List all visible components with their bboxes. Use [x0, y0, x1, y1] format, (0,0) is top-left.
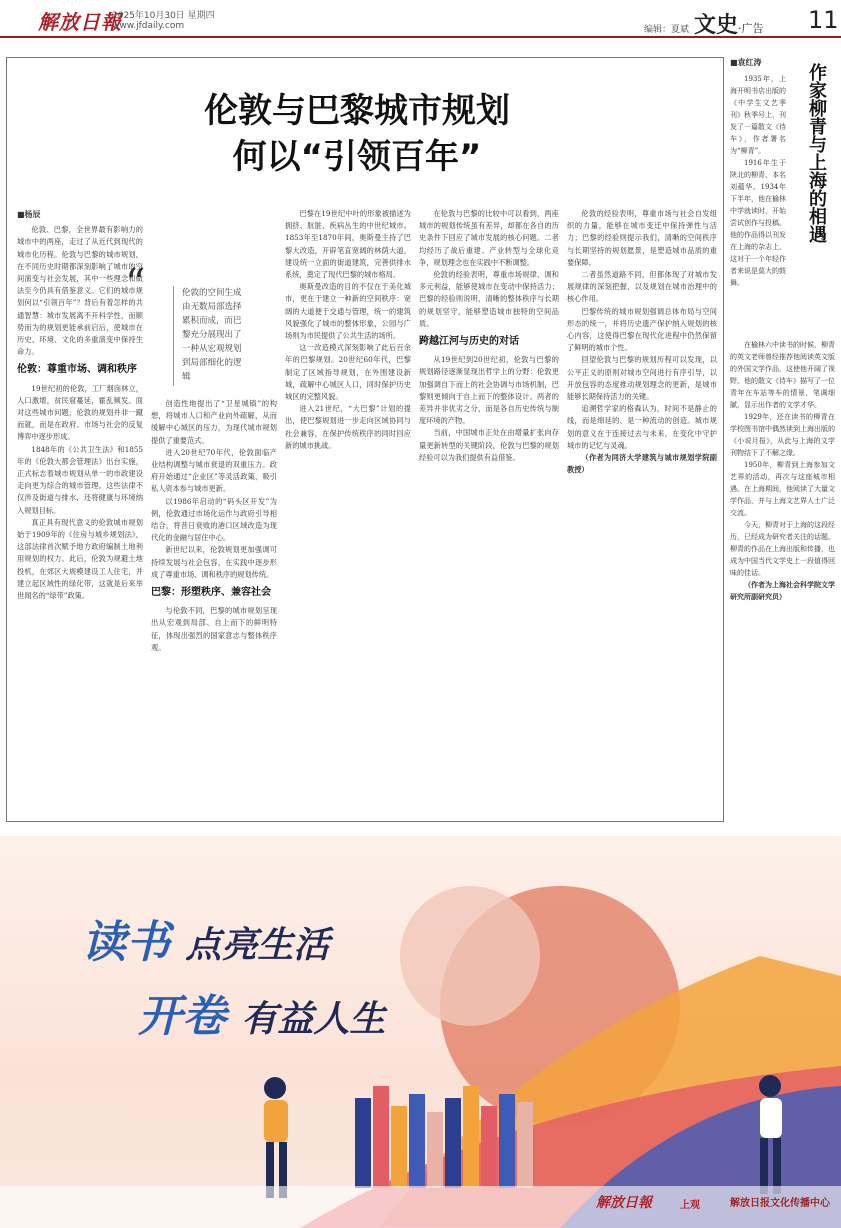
ad-footer-band [0, 1186, 841, 1228]
article-paragraph: 奥斯曼改造的目的不仅在于美化城市，更在于建立一种新的空间秩序：宽阔的大道便于交通与管理，统一的建筑风貌强化了城市的整体形象，公园与广场则为市民提供了公共生活的场所。 [285, 282, 411, 341]
section-title [694, 8, 764, 39]
sidebar-paragraph: 今天，柳青对于上海的这段经历，已经成为研究者关注的话题。柳青的作品在上海出版和传播，也成为中国当代文学史上一段值得回味的佳话。 [730, 521, 835, 577]
article-paragraph: 创造性地提出了“卫星城镇”的构想，将城市人口和产业向外疏解，从而缓解中心城区的压力，为现代城市规划提供了重要范式。 [151, 399, 277, 445]
issue-date: 2025年10月30日 星期四 [112, 11, 215, 21]
website-url[interactable]: www.jfdaily.com [112, 21, 185, 31]
article-paragraph: 这一改造模式深刻影响了此后百余年的巴黎规划。20世纪60年代，巴黎制定了区域指导规划，在外围建设新城，疏解中心城区人口，同时保护历史城区的完整风貌。 [285, 343, 411, 402]
cloud-shape [400, 886, 540, 1026]
article-column-3 [285, 208, 411, 818]
page-number: 11 [808, 6, 839, 34]
ad-slogan-line-2 [138, 980, 385, 1044]
masthead [0, 0, 841, 38]
article-paragraph: 在伦敦与巴黎的比较中可以看到，两座城市的规划传统虽有差异，却都在各自的历史条件下回应了城市发展的核心问题。二者均经历了战后重建、产业转型与全球化竞争，规划理念也在实践中不断调整。 [419, 209, 559, 267]
article-byline: ■杨辰 [17, 209, 41, 219]
subheading-dialogue: 跨越江河与历史的对话 [419, 336, 519, 348]
article-paragraph: 巴黎传统的城市规划强调总体布局与空间形态的统一，并将历史遗产保护纳入规划的核心内容，这使得巴黎在现代化进程中仍然保留了鲜明的城市个性。 [567, 306, 717, 353]
ad-company: 解放日报文化传播中心 [730, 1198, 830, 1209]
ad-brand-shangguan: 上观 [680, 1200, 700, 1211]
article-paragraph: 回望伦敦与巴黎的规划历程可以发现，以公平正义的原则对城市空间进行有序引导，以开放包容的态度推动规划理念的更新，是城市能够长期保持活力的关键。 [567, 355, 717, 402]
newspaper-logo: 解放日報 [38, 10, 122, 34]
article-headline [107, 88, 607, 180]
editor-credit: 编辑：夏斌 [644, 25, 690, 35]
sidebar-paragraph: 1916年生于陕北的柳青，本名刘蕴华。1934年下半年，他在榆林中学就读时，开始尝试创作与投稿。他的作品得以刊发在上海的杂志上，这对于一个年轻作者来说是莫大的鼓舞。 [730, 159, 786, 287]
article-paragraph: 新世纪以来，伦敦规划更加强调可持续发展与社会包容，在实践中逐步形成了尊重市场、调和秩序的规划传统。 [151, 545, 277, 579]
article-author-note: （作者为同济大学建筑与城市规划学院副教授） [567, 453, 717, 475]
main-article [6, 57, 724, 822]
article-paragraph: 19世纪初的伦敦，工厂烟囱林立，人口激增，贫民窟蔓延，霍乱频发。面对这些城市问题，伦敦的规划并非一蹴而就，而是在政府、市场与社会的反复博弈中逐步形成。 [17, 383, 143, 442]
article-paragraph: 伦敦、巴黎，全世界最有影响力的城市中的两座，走过了从近代到现代的城市化历程。伦敦与巴黎的城市规划，在不同历史时期都深刻影响了城市的空间演变与社会发展，其中一些理念和做法至今仍具有借鉴意义。它们的城市规划何以“引领百年”？背后有着怎样的共通智慧：城市发展离不开科学性，而顺势而为的规划更能承前启后，使城市在历史、环境、文化的多重演变中保持生命力。 [17, 225, 143, 357]
article-paragraph: 以1986年启动的“码头区开发”为例，伦敦通过市场化运作与政府引导相结合，将昔日衰败的港口区域改造为现代化的金融与居住中心。 [151, 496, 277, 543]
pull-quote: 伦敦的空间生成由无数局部选择累积而成，而巴黎充分展现出了一种从宏观规划到局部细化的逻辑 [173, 286, 245, 386]
headline-line-2: 何以“引领百年” [232, 137, 482, 177]
article-paragraph: 伦敦的经验表明，尊重市场与社会自发组织的力量，能够在城市变迁中保持弹性与活力；巴黎的经验则提示我们，清晰的空间秩序与长期坚持的规划愿景，是塑造城市品质的重要保障。 [567, 209, 717, 267]
ad-illustration [0, 836, 841, 1228]
sidebar-article [730, 57, 835, 822]
article-paragraph: 进入20世纪70年代，伦敦面临产业结构调整与城市衰退的双重压力。政府开始通过“企业区”等灵活政策，吸引私人资本参与城市更新。 [151, 447, 277, 494]
article-column-5 [567, 208, 717, 818]
article-paragraph: 追溯哲学家的格森认为，时间不是静止的线，而是绵延的、是一种流动的创造。城市规划的意义在于连接过去与未来，在变化中守护城市的记忆与灵魂。 [567, 404, 717, 450]
sidebar-title: 作家柳青与上海的相遇 [806, 63, 827, 243]
ad-newspaper-logo: 解放日報 [596, 1195, 652, 1211]
sidebar-paragraph: 1929年，还在读书的柳青在学校图书馆中偶然读到上海出版的《小说月报》，从此与上海的文学刊物结下了不解之缘。 [730, 413, 835, 457]
ad-slogan-2b: 有益人生 [241, 999, 386, 1040]
reading-advertisement [0, 836, 841, 1228]
article-column-4 [419, 208, 559, 818]
article-paragraph: 巴黎在19世纪中叶的形象被描述为拥挤、肮脏、疾病丛生的中世纪城市。1853年至1870年间，奥斯曼主持了巴黎大改造，开辟笔直宽阔的林荫大道，建设统一立面的街道建筑，完善供排水系统，奠定了现代巴黎的城市格局。 [285, 209, 411, 280]
sidebar-column-top [730, 73, 786, 333]
sidebar-author-note: （作者为上海社会科学院文学研究所副研究员） [730, 580, 835, 601]
article-paragraph: 当前，中国城市正处在由增量扩张向存量更新转型的关键阶段，伦敦与巴黎的规划经验可以为我们提供有益借鉴。 [419, 428, 559, 462]
article-paragraph: 二者虽然道路不同，但都体现了对城市发展规律的深刻把握，以及规划在城市治理中的核心作用。 [567, 270, 717, 304]
article-column-2 [151, 398, 277, 818]
article-paragraph: 伦敦的经验表明，尊重市场规律、调和多元利益，能够使城市在变动中保持活力；巴黎的经验则说明，清晰的整体秩序与长期的规划坚守，能够塑造城市独特的空间品质。 [419, 270, 559, 328]
article-paragraph: 从19世纪到20世纪初，伦敦与巴黎的规划路径逐渐显现出哲学上的分野：伦敦更加强调自下而上的社会协调与市场机制，巴黎则更倾向于自上而下的整体设计。两者的差异并非优劣之分，而是各自历史传统与制度环境的产物。 [419, 355, 559, 426]
quote-mark-icon: “ [125, 261, 146, 307]
article-paragraph: 进入21世纪，“大巴黎”计划的提出，使巴黎规划进一步走向区域协同与社会兼容，在保护传统秩序的同时回应新的城市挑战。 [285, 404, 411, 450]
article-column-1 [17, 208, 146, 818]
section-suffix: ·广告 [738, 22, 764, 35]
sidebar-paragraph: 在榆林六中读书的时候，柳青的英文老师曾经推荐他阅读英文版的外国文学作品，这使他开阔了视野。他的散文《待车》描写了一位青年在车站等车的情景，笔调细腻，显示出作者的文学才华。 [730, 341, 835, 409]
sidebar-byline: ■袁红涛 [730, 57, 762, 67]
ad-slogan-1a: 读书 [82, 917, 170, 968]
ad-slogan-1b: 点亮生活 [185, 925, 330, 966]
subheading-london: 伦敦：尊重市场、调和秩序 [17, 364, 137, 376]
article-paragraph: 真正具有现代意义的伦敦城市规划始于1909年的《住房与城乡规划法》，这部法律首次赋予地方政府编制土地利用规划的权力。此后，伦敦为规避土地投机，在郊区大规模建设工人住宅，并建立起区域性的绿化带，这就是后来举世闻名的“绿带”政策。 [17, 517, 143, 601]
article-paragraph: 与伦敦不同，巴黎的城市规划呈现出从宏观到局部、自上而下的鲜明特征，体现出强烈的国家意志与整体秩序观。 [151, 606, 277, 652]
ad-slogan-2a: 开卷 [138, 991, 226, 1042]
sidebar-column-bottom [730, 339, 835, 819]
ad-slogan-line-1 [82, 906, 329, 970]
article-paragraph: 1848年的《公共卫生法》和1855年的《伦敦大都会管理法》出台实施，正式标志着城市规划从单一的市政建设走向更为综合的城市管理。这些法律不仅涉及街道与排水，还将健康与环境纳入规划目标。 [17, 444, 143, 515]
section-name: 文史 [694, 13, 739, 38]
sidebar-paragraph: 1950年，柳青到上海参加文艺界的活动，再次与这座城市相遇。在上海期间，他阅读了大量文学作品，并与上海文艺界人士广泛交流。 [730, 461, 835, 517]
sidebar-paragraph: 1935年，上海开明书店出版的《中学生文艺季刊》秋季号上，刊发了一篇散文《待车》，作者署名为“柳青”。 [730, 75, 786, 155]
subheading-paris: 巴黎：形塑秩序、兼容社会 [151, 587, 271, 599]
headline-line-1: 伦敦与巴黎城市规划 [204, 91, 510, 131]
